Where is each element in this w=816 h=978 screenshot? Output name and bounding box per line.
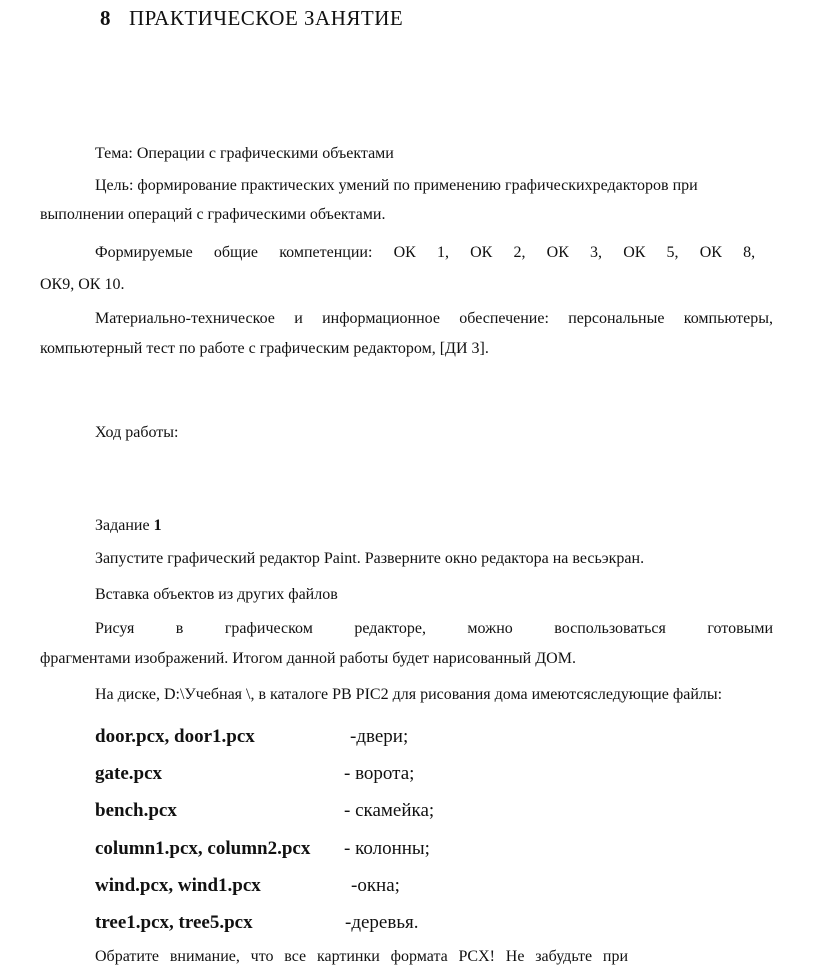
file-name: gate.pcx <box>95 763 163 784</box>
section-number: 8 <box>100 6 111 30</box>
task-number: 1 <box>153 517 162 534</box>
page-title <box>100 6 403 31</box>
file-row <box>95 838 515 860</box>
task-label: Задание <box>95 517 150 534</box>
file-desc: - скамейка; <box>344 800 435 821</box>
file-name: bench.pcx <box>95 800 177 821</box>
file-row <box>95 912 515 934</box>
file-row <box>95 800 515 822</box>
task-instruction: Запустите графический редактор Paint. Разверните окно редактора на весьэкран. <box>95 550 645 567</box>
file-desc: -деревья. <box>345 912 419 933</box>
file-row <box>95 875 515 897</box>
file-row <box>95 763 515 785</box>
file-name: column1.pcx, column2.pcx <box>95 838 311 859</box>
note-line-1: Обратите внимание, что все картинки формата PCX! Не забудьте при <box>95 948 629 965</box>
support-line-1: Материально-техническое и информационное обеспечение: персональные компьютеры, <box>95 310 773 327</box>
progress-heading: Ход работы: <box>95 424 179 441</box>
file-row <box>95 726 515 748</box>
goal-label: Цель: <box>95 177 134 194</box>
task-subheading: Вставка объектов из других файлов <box>95 586 338 603</box>
file-name: tree1.pcx, tree5.pcx <box>95 912 253 933</box>
task-para2: На диске, D:\Учебная \, в каталоге PB PIC2 для рисования дома имеютсяследующие файлы: <box>95 686 723 703</box>
goal-line-1 <box>95 177 698 195</box>
competencies-line-2: ОК9, ОК 10. <box>40 276 125 293</box>
task-para1-line-2: фрагментами изображений. Итогом данной работы будет нарисованный ДОМ. <box>40 650 576 667</box>
file-desc: -окна; <box>351 875 400 896</box>
task-heading <box>95 517 162 535</box>
goal-line-2: выполнении операций с графическими объектами. <box>40 206 386 223</box>
file-desc: -двери; <box>350 726 409 747</box>
support-line-2: компьютерный тест по работе с графическим редактором, [ДИ 3]. <box>40 340 489 357</box>
goal-text-1: формирование практических умений по применению графическихредакторов при <box>137 177 698 194</box>
file-name: door.pcx, door1.pcx <box>95 726 255 747</box>
task-para1-line-1: Рисуя в графическом редакторе, можно воспользоваться готовыми <box>95 620 774 637</box>
theme-line <box>95 145 394 163</box>
file-name: wind.pcx, wind1.pcx <box>95 875 261 896</box>
theme-label: Тема: <box>95 145 133 162</box>
file-desc: - ворота; <box>344 763 415 784</box>
file-desc: - колонны; <box>344 838 430 859</box>
theme-text: Операции с графическими объектами <box>136 145 394 162</box>
section-title: ПРАКТИЧЕСКОЕ ЗАНЯТИЕ <box>129 6 404 30</box>
competencies-line-1: Формируемые общие компетенции: ОК 1, ОК 2, ОК 3, ОК 5, ОК 8, <box>95 244 756 261</box>
